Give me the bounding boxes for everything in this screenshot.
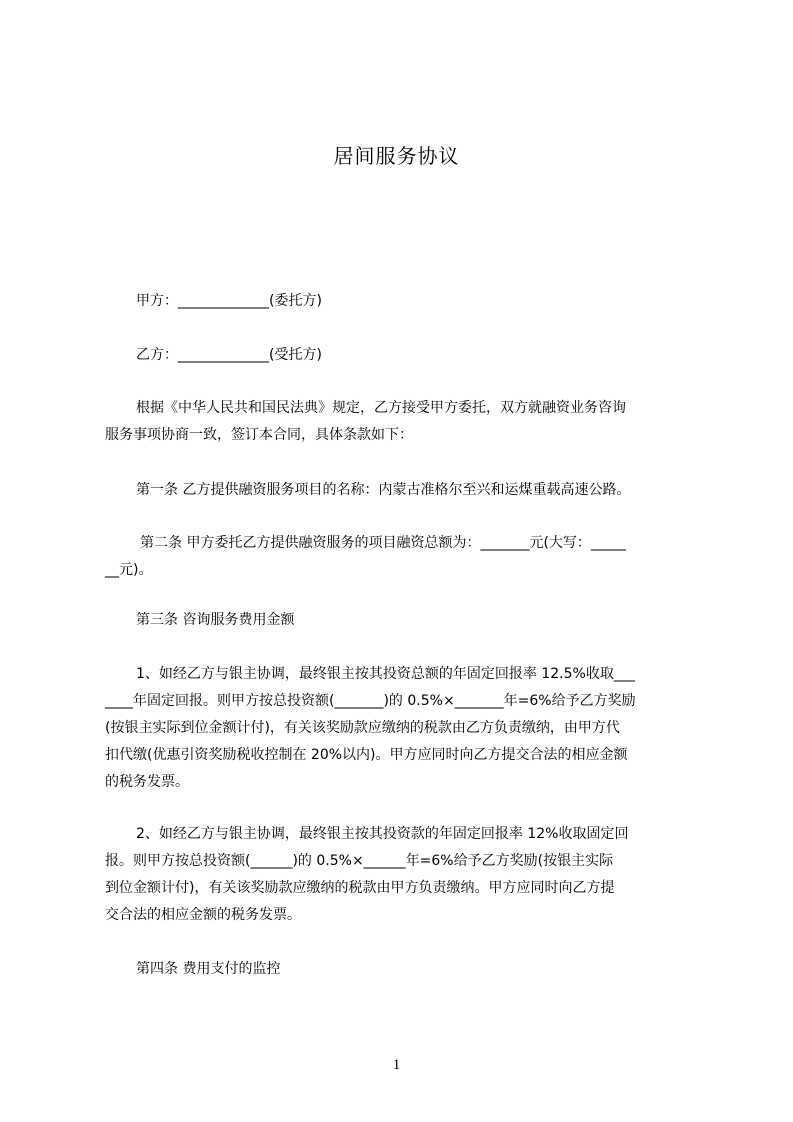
party-b-line: 乙方：_____________(受托方) — [136, 347, 322, 363]
article-2-line-2: __元)。 — [105, 562, 153, 578]
article-3-item-1-line-4: 扣代缴(优惠引资奖励税收控制在 20%以内)。甲方应同时向乙方提交合法的相应金额 — [105, 747, 628, 763]
article-3-item-1-line-1: 1、如经乙方与银主协调，最终银主按其投资总额的年固定回报率 12.5%收取___ — [136, 666, 635, 682]
article-1: 第一条 乙方提供融资服务项目的名称：内蒙古准格尔至兴和运煤重载高速公路。 — [136, 482, 631, 498]
article-2-line-1: 第二条 甲方委托乙方提供融资服务的项目融资总额为：_______元(大写：_____ — [140, 535, 626, 551]
article-3-item-2-line-1: 2、如经乙方与银主协调，最终银主按其投资款的年固定回报率 12%收取固定回 — [136, 826, 629, 842]
article-3-item-1-line-5: 的税务发票。 — [105, 774, 189, 790]
intro-line-2: 服务事项协商一致，签订本合同，具体条款如下： — [105, 427, 413, 443]
article-3-item-1-line-2: ____年固定回报。则甲方按总投资额(_______)的 0.5%×_______年=6%给予乙方奖励 — [105, 693, 636, 709]
article-4-heading: 第四条 费用支付的监控 — [136, 961, 281, 977]
intro-line-1: 根据《中华人民共和国民法典》规定，乙方接受甲方委托，双方就融资业务咨询 — [136, 400, 626, 416]
page-number: 1 — [392, 1057, 401, 1073]
document-title: 居间服务协议 — [333, 144, 460, 168]
article-3-item-2-line-2: 报。则甲方按总投资额(______)的 0.5%×______年=6%给予乙方奖励(按银主实际 — [105, 853, 614, 869]
article-3-item-2-line-3: 到位金额计付)，有关该奖励款应缴纳的税款由甲方负责缴纳。甲方应同时向乙方提 — [105, 880, 615, 896]
article-3-item-1-line-3: (按银主实际到位金额计付)，有关该奖励款应缴纳的税款由乙方负责缴纳，由甲方代 — [105, 720, 620, 736]
party-a-line: 甲方：_____________(委托方) — [136, 293, 322, 309]
article-3-heading: 第三条 咨询服务费用金额 — [136, 612, 295, 628]
article-3-item-2-line-4: 交合法的相应金额的税务发票。 — [105, 907, 301, 923]
